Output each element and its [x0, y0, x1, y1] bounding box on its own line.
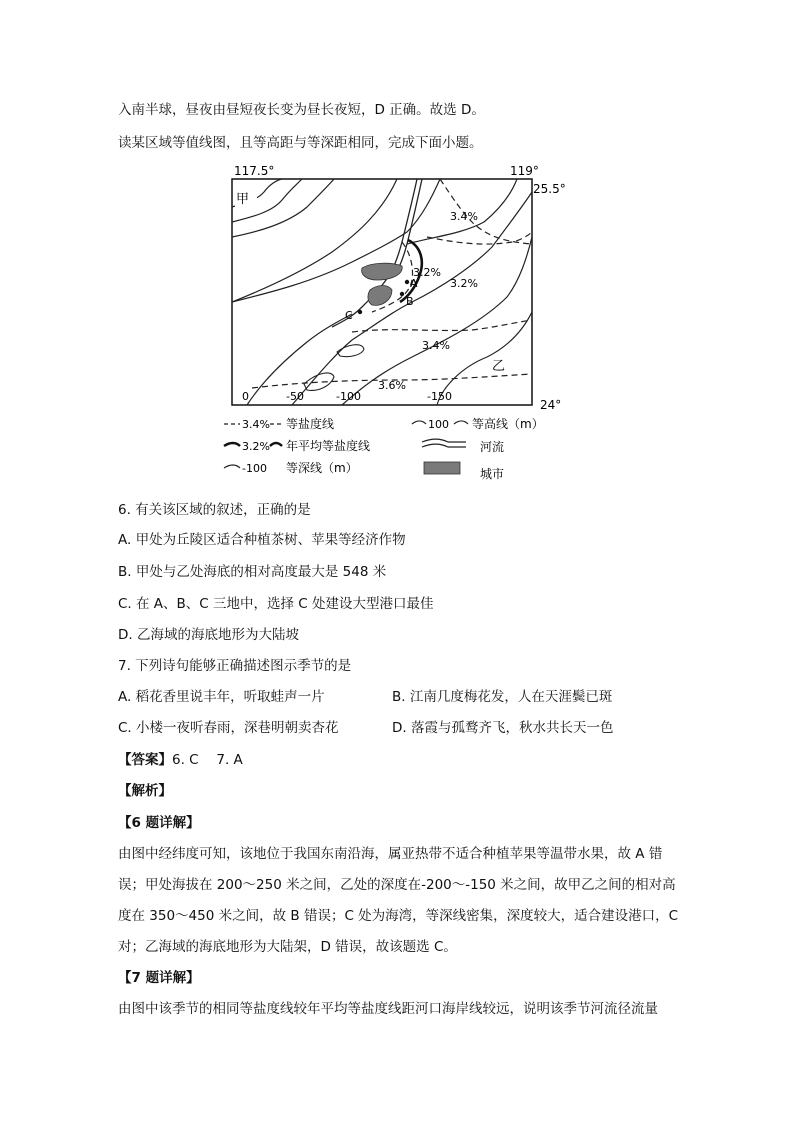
legend-depth-value: -100 — [242, 462, 267, 475]
salinity-label-32-left: 3.2% — [413, 266, 441, 279]
q6-detail-line-1: 由图中经纬度可知，该地位于我国东南沿海，属亚热带不适合种植苹果等温带水果，故 A 错 — [118, 846, 663, 862]
depth-label-150: -150 — [427, 390, 452, 403]
point-c-dot — [358, 310, 362, 314]
point-a-dot — [405, 280, 409, 284]
answer-line — [118, 750, 243, 770]
legend-contour-label: 等高线（m） — [472, 417, 544, 431]
q6-detail-heading: 【6 题详解】 — [118, 815, 200, 831]
prev-answer-line: 入南半球，昼夜由昼短夜长变为昼长夜短，D 正确。故选 D。 — [118, 102, 485, 118]
legend-annual-value: 3.2% — [242, 440, 270, 453]
city-area — [368, 286, 392, 306]
depth-label-50: -50 — [286, 390, 304, 403]
point-b-dot — [400, 292, 404, 296]
isoline-map-figure — [222, 162, 566, 492]
legend-river-label: 河流 — [480, 440, 505, 454]
q6-stem: 6. 有关该区域的叙述，正确的是 — [118, 502, 311, 518]
question-prompt: 读某区域等值线图，且等高距与等深距相同，完成下面小题。 — [118, 135, 483, 151]
lon-left-label: 117.5° — [234, 164, 275, 178]
analysis-label: 【解析】 — [118, 783, 172, 799]
legend-annual-label: 年平均等盐度线 — [286, 439, 371, 453]
salinity-label-34-mid: 3.4% — [422, 339, 450, 352]
q7-option-d: D. 落霞与孤鹜齐飞，秋水共长天一色 — [392, 720, 614, 736]
q7-option-a: A. 稻花香里说丰年，听取蛙声一片 — [118, 689, 325, 705]
answer-label: 【答案】 — [118, 752, 172, 768]
legend-contour-value: 100 — [428, 418, 449, 431]
q7-option-b: B. 江南几度梅花发，人在天涯鬓已斑 — [392, 689, 613, 705]
lon-right-label: 119° — [510, 164, 539, 178]
q6-option-c: C. 在 A、B、C 三地中，选择 C 处建设大型港口最佳 — [118, 596, 434, 612]
salinity-label-34-top: 3.4% — [450, 210, 478, 223]
lat-top-label: 25.5° — [533, 182, 566, 196]
point-b-label: B — [406, 295, 414, 308]
salinity-label-32-right: 3.2% — [450, 277, 478, 290]
island — [304, 373, 334, 390]
salinity-label-36: 3.6% — [378, 379, 406, 392]
place-yi-label: 乙 — [492, 359, 506, 374]
legend-salinity-label: 等盐度线 — [286, 417, 335, 431]
place-jia-label: 甲 — [236, 192, 250, 207]
lat-bottom-label: 24° — [540, 398, 562, 412]
river-line — [390, 179, 417, 274]
q6-option-b: B. 甲处与乙处海底的相对高度最大是 548 米 — [118, 564, 387, 580]
q7-stem: 7. 下列诗句能够正确描述图示季节的是 — [118, 658, 352, 674]
q6-detail-line-3: 度在 350～450 米之间，故 B 错误；C 处为海湾，等深线密集，深度较大，适合建设港口，C — [118, 908, 679, 924]
point-a-label: A — [410, 277, 418, 290]
depth-label-0: 0 — [242, 390, 249, 403]
q7-option-c: C. 小楼一夜听春雨，深巷明朝卖杏花 — [118, 720, 339, 736]
q6-detail-line-2: 误；甲处海拔在 200～250 米之间，乙处的深度在-200～-150 米之间，故甲乙之间的相对高 — [118, 877, 676, 893]
q6-option-d: D. 乙海域的海底地形为大陆坡 — [118, 627, 299, 643]
legend-depth-label: 等深线（m） — [286, 461, 358, 475]
map-legend — [224, 416, 544, 481]
city-area — [362, 263, 403, 280]
isoline-map — [222, 162, 566, 492]
legend-salinity-value: 3.4% — [242, 418, 270, 431]
answer-text: 6. C 7. A — [172, 752, 243, 768]
q7-detail-line-1: 由图中该季节的相同等盐度线较年平均等盐度线距河口海岸线较远，说明该季节河流径流量 — [118, 1001, 658, 1017]
contour-line — [232, 179, 334, 237]
legend-city-swatch — [424, 462, 460, 474]
point-c-label: C — [345, 309, 353, 322]
depth-label-100: -100 — [336, 390, 361, 403]
q6-detail-line-4: 对；乙海域的海底地形为大陆架，D 错误，故该题选 C。 — [118, 939, 457, 955]
legend-city-label: 城市 — [480, 467, 505, 481]
river-line — [394, 179, 422, 276]
q6-option-a: A. 甲处为丘陵区适合种植茶树、苹果等经济作物 — [118, 532, 406, 548]
q7-detail-heading: 【7 题详解】 — [118, 970, 200, 986]
